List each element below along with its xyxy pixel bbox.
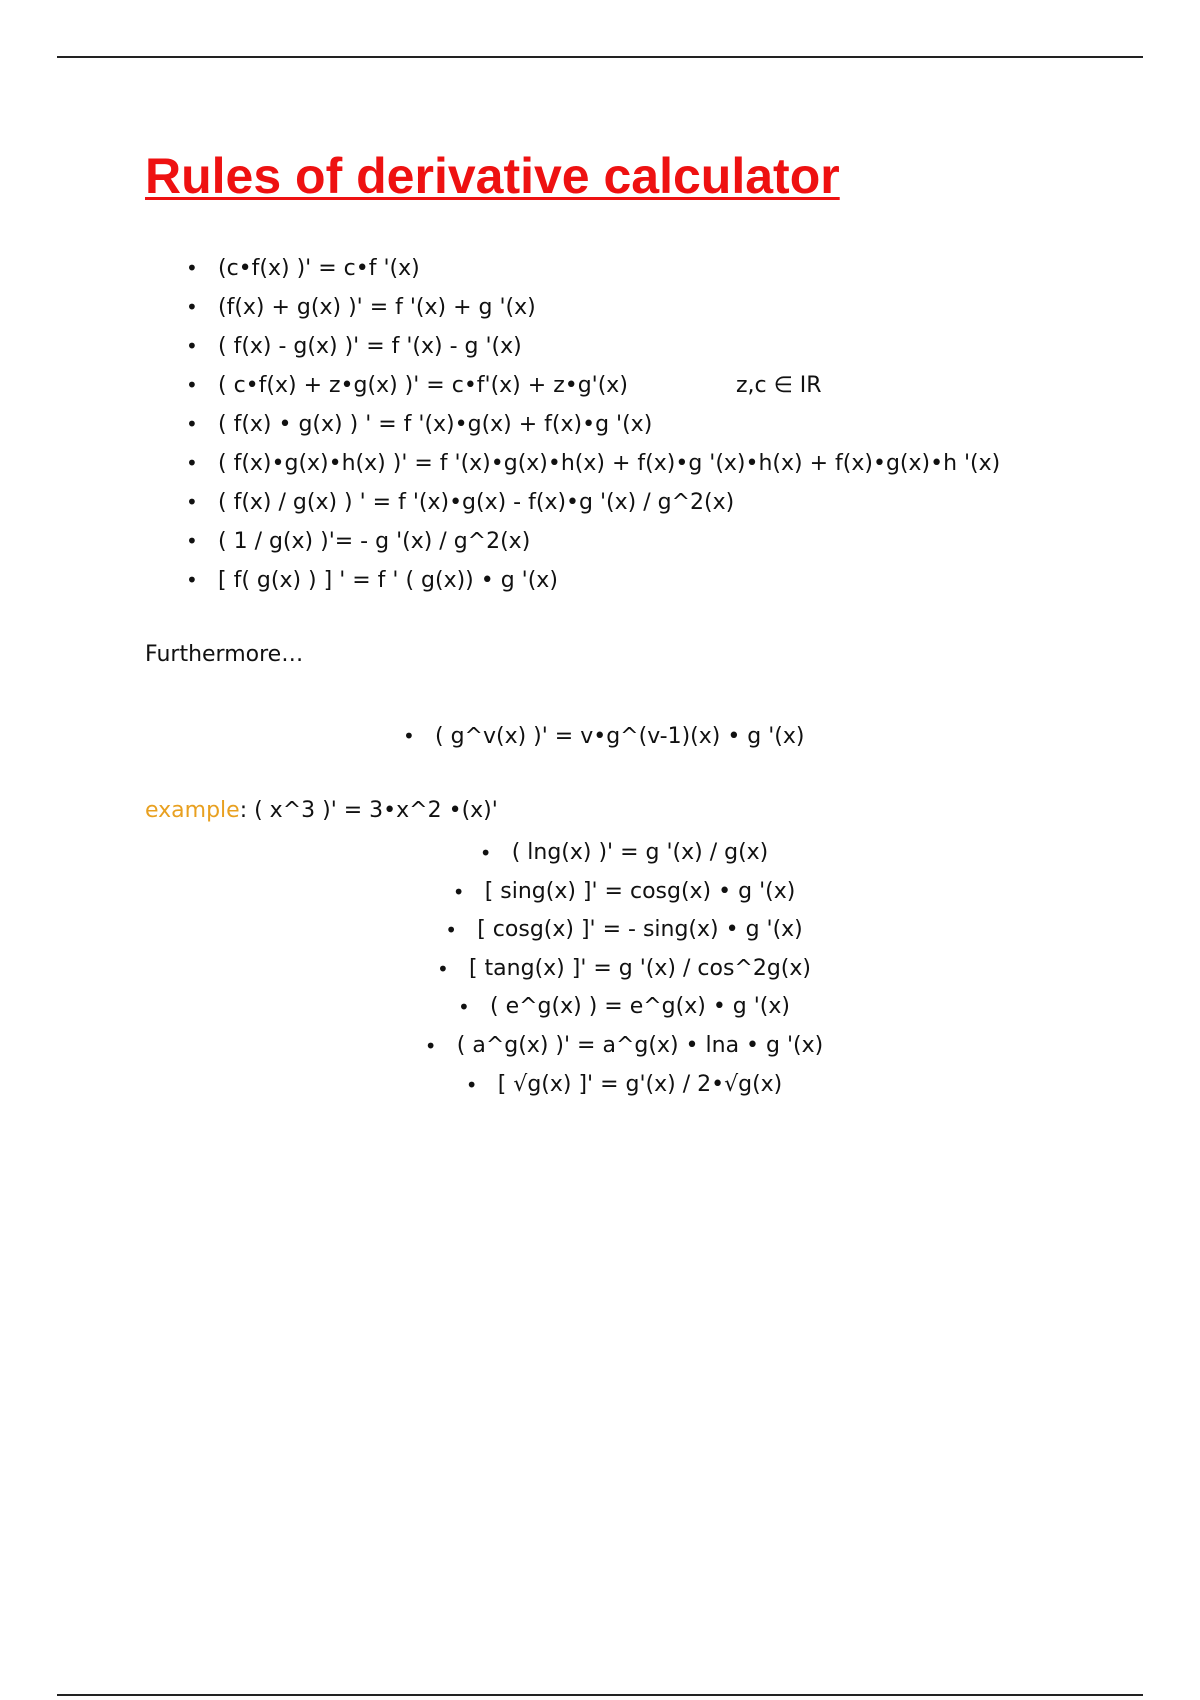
rule-item bbox=[186, 483, 1000, 522]
rule-item bbox=[186, 327, 1000, 366]
function-rules-list bbox=[400, 834, 900, 1104]
example-text: : ( x^3 )' = 3•x^2 •(x)' bbox=[239, 798, 498, 823]
rule-item bbox=[186, 405, 1000, 444]
function-rule-item bbox=[400, 873, 900, 912]
bullet: • bbox=[186, 412, 198, 436]
function-rule-item bbox=[400, 1066, 900, 1105]
example-line bbox=[145, 796, 498, 826]
bullet: • bbox=[424, 1033, 437, 1058]
bullet: • bbox=[186, 490, 198, 514]
rule-item bbox=[186, 288, 1000, 327]
bullet: • bbox=[186, 568, 198, 592]
function-rule-item bbox=[400, 950, 900, 989]
bullet: • bbox=[479, 841, 492, 865]
rule-text: [ f( g(x) ) ] ' = f ' ( g(x)) • g '(x) bbox=[218, 568, 558, 593]
example-label: example bbox=[145, 798, 240, 823]
rule-text: (f(x) + g(x) )' = f '(x) + g '(x) bbox=[218, 295, 536, 320]
rule-text: ( c•f(x) + z•g(x) )' = c•f'(x) + z•g'(x) bbox=[218, 373, 628, 398]
rule-text: ( f(x)•g(x)•h(x) )' = f '(x)•g(x)•h(x) + f(x)•g '(x)•h(x) + f(x)•g(x)•h '(x) bbox=[218, 451, 1001, 476]
power-rule-item bbox=[403, 717, 805, 756]
function-rule-item bbox=[400, 911, 900, 950]
top-divider bbox=[57, 56, 1143, 58]
function-rule-text: [ cosg(x) ]' = - sing(x) • g '(x) bbox=[477, 917, 803, 943]
rule-item bbox=[186, 522, 1000, 561]
rule-text: ( f(x) / g(x) ) ' = f '(x)•g(x) - f(x)•g '(x) / g^2(x) bbox=[218, 490, 735, 515]
bullet: • bbox=[452, 879, 465, 904]
rule-item bbox=[186, 366, 1000, 405]
function-rule-text: ( e^g(x) ) = e^g(x) • g '(x) bbox=[490, 994, 790, 1020]
rule-text: ( f(x) • g(x) ) ' = f '(x)•g(x) + f(x)•g '(x) bbox=[218, 412, 653, 437]
function-rule-item bbox=[400, 988, 900, 1027]
function-rule-text: [ sing(x) ]' = cosg(x) • g '(x) bbox=[484, 878, 796, 904]
bullet: • bbox=[186, 373, 198, 397]
bullet: • bbox=[186, 334, 198, 358]
page-title: Rules of derivative calculator bbox=[145, 148, 840, 204]
function-rule-text: [ √g(x) ]' = g'(x) / 2•√g(x) bbox=[497, 1071, 783, 1097]
bottom-divider bbox=[57, 1694, 1143, 1696]
bullet: • bbox=[465, 1072, 478, 1097]
linear-condition: z,c ∈ IR bbox=[736, 373, 822, 398]
bullet: • bbox=[186, 529, 198, 553]
bullet: • bbox=[186, 451, 198, 475]
function-rule-item bbox=[400, 1027, 900, 1066]
bullet: • bbox=[445, 918, 458, 943]
power-rule-list bbox=[403, 717, 805, 756]
bullet: • bbox=[458, 995, 470, 1020]
rule-text: (c•f(x) )' = c•f '(x) bbox=[218, 256, 420, 281]
bullet: • bbox=[436, 956, 449, 981]
furthermore-text: Furthermore… bbox=[145, 642, 304, 667]
function-rule-text: ( a^g(x) )' = a^g(x) • lna • g '(x) bbox=[456, 1032, 824, 1058]
bullet: • bbox=[186, 256, 198, 280]
function-rule-item bbox=[400, 834, 900, 873]
rule-item bbox=[186, 561, 1000, 600]
rule-item bbox=[186, 249, 1000, 288]
function-rule-text: [ tang(x) ]' = g '(x) / cos^2g(x) bbox=[468, 955, 811, 981]
rule-item bbox=[186, 444, 1001, 483]
bullet: • bbox=[186, 295, 198, 319]
derivative-rules-list bbox=[186, 249, 1001, 600]
bullet: • bbox=[403, 724, 415, 748]
rule-text: ( 1 / g(x) )'= - g '(x) / g^2(x) bbox=[218, 529, 531, 554]
function-rule-text: ( lng(x) )' = g '(x) / g(x) bbox=[511, 840, 769, 865]
rule-text: ( f(x) - g(x) )' = f '(x) - g '(x) bbox=[218, 334, 522, 359]
power-rule-text: ( g^v(x) )' = v•g^(v-1)(x) • g '(x) bbox=[435, 724, 805, 749]
